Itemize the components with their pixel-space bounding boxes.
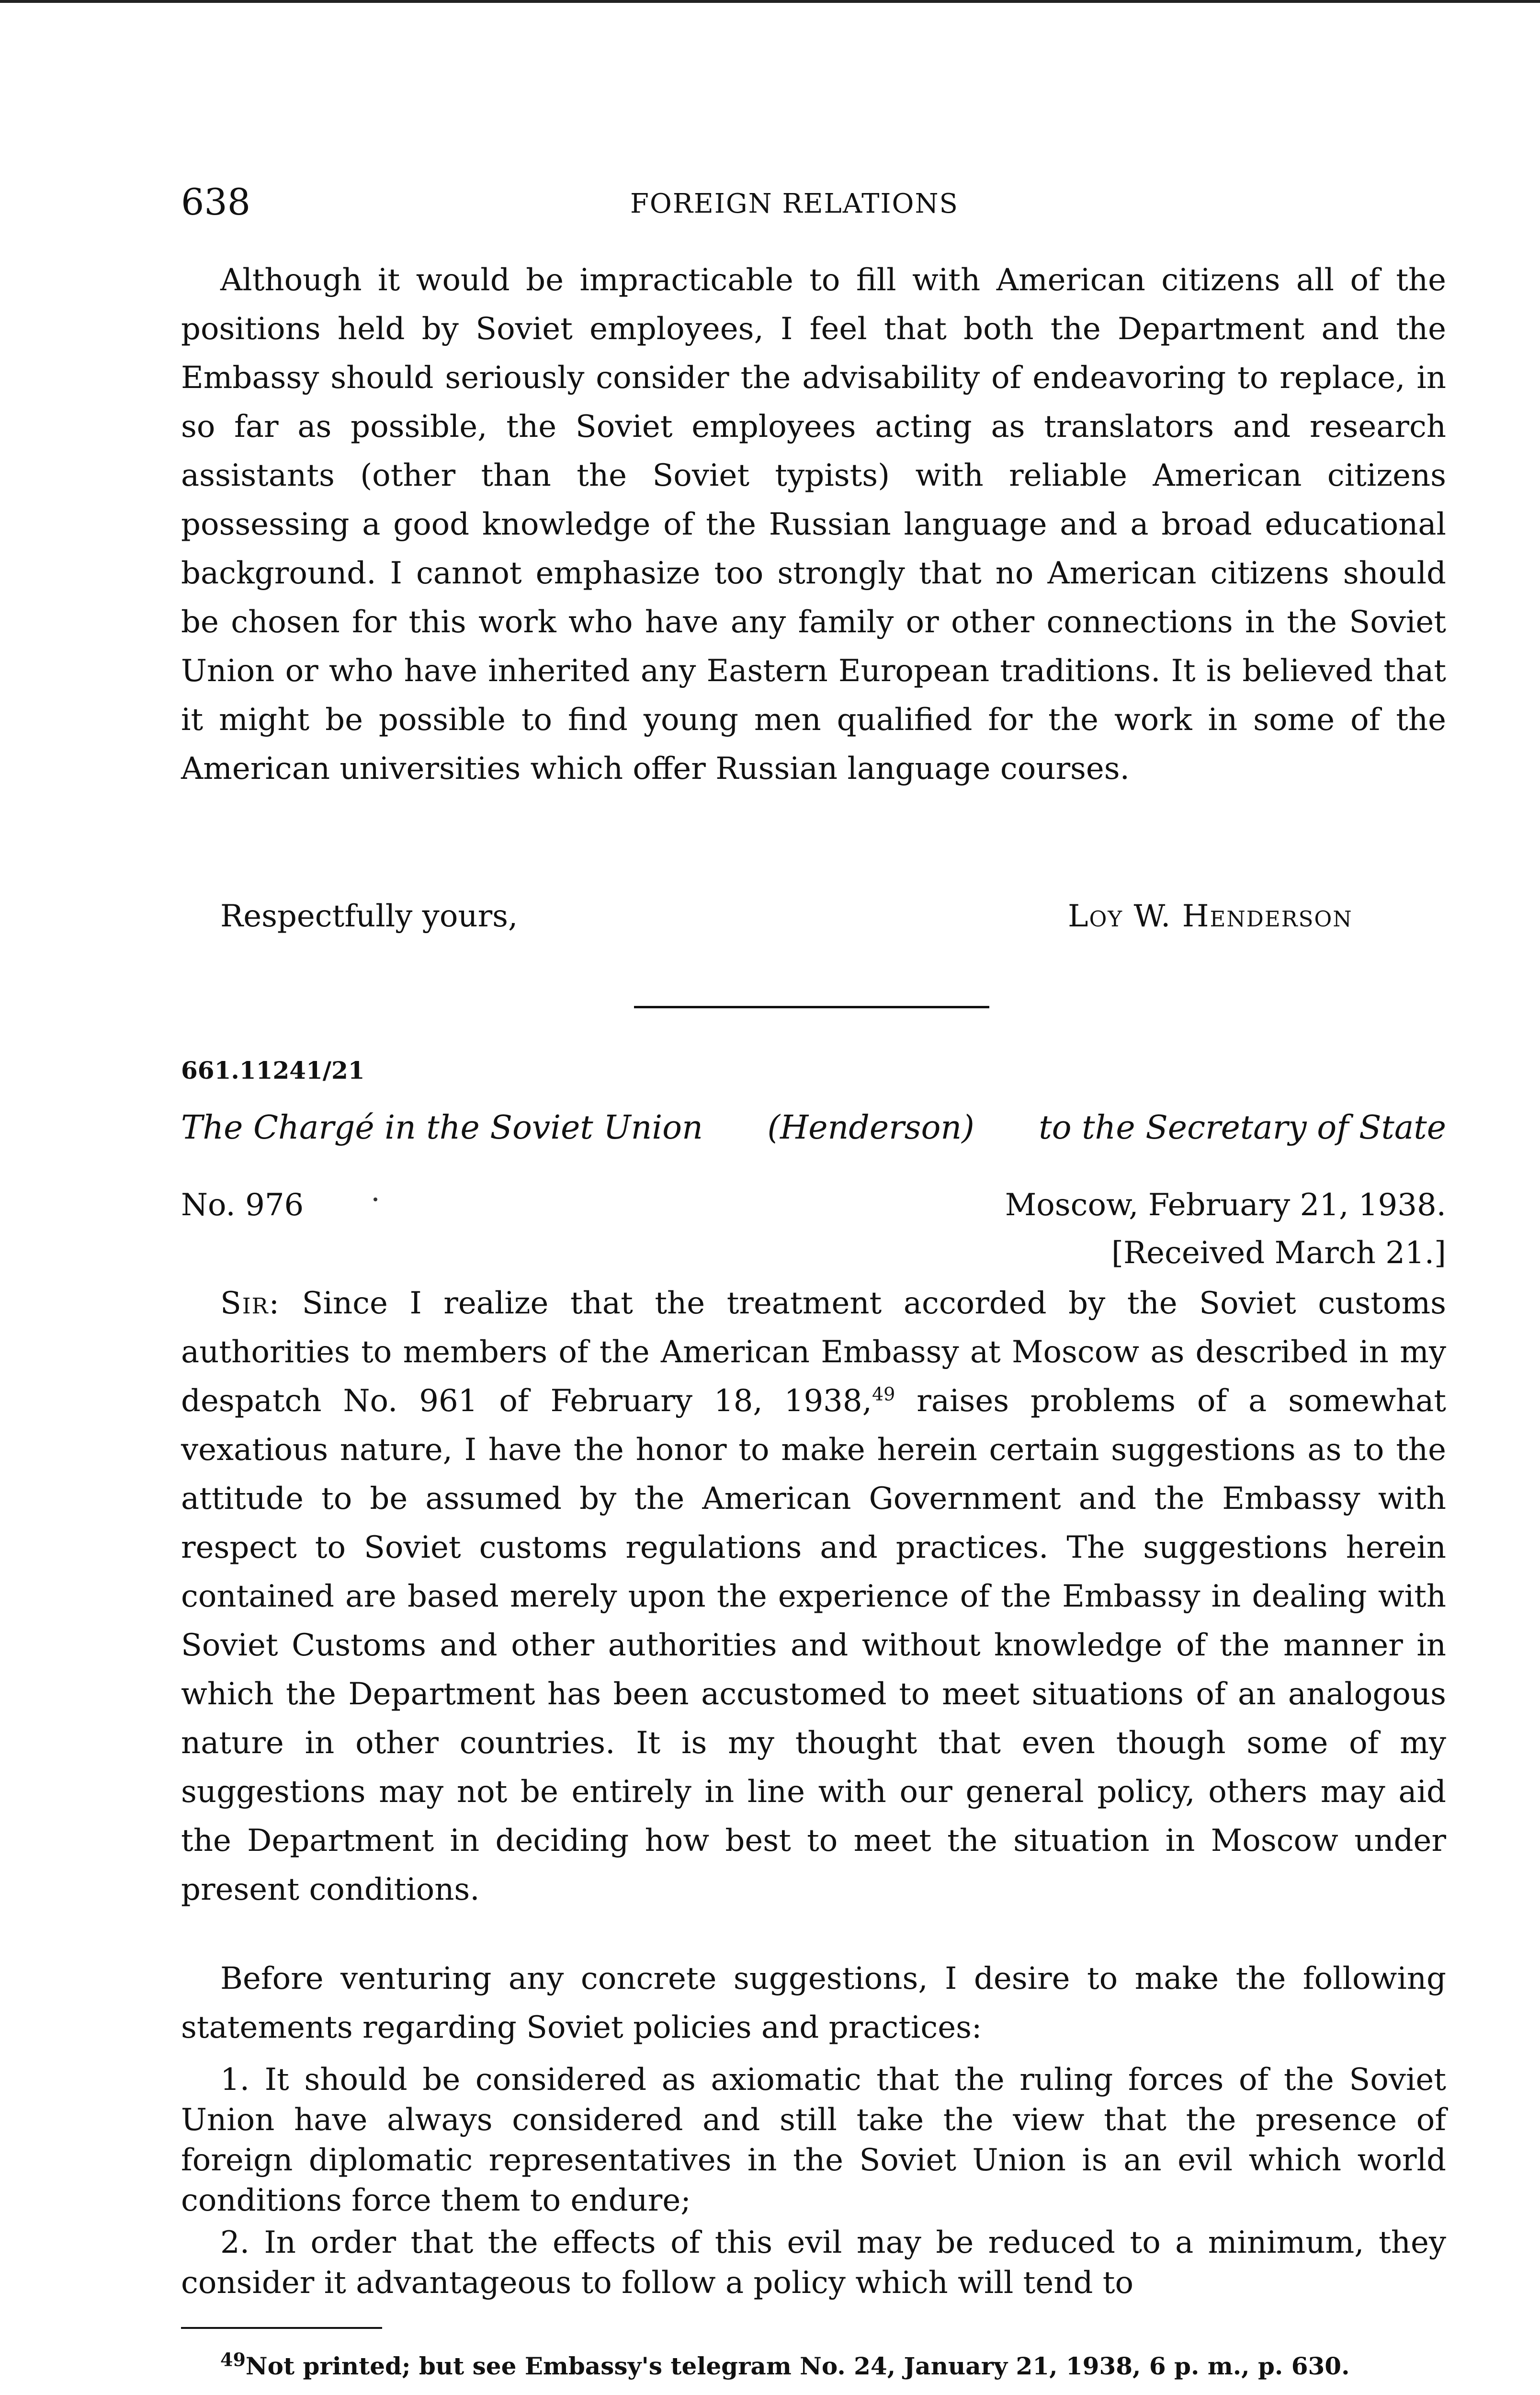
- section-divider: [634, 1006, 989, 1008]
- document-number: No. 976: [181, 1187, 304, 1223]
- paragraph-1-text-b: raises problems of a somewhat vexatious nature, I have the honor to make herein certain suggestions as to the attitude to be assumed by the American Government and the Embassy with respect to Soviet customs regulations and practices. The suggestions herein contained are based merely upon the experience of the Embassy in dealing with Soviet Customs and other authorities and without knowledge of the manner in which the Department has been accustomed to meet situations of an analogous nature in other countries. It is my thought that even though some of my suggestions may not be entirely in line with our general policy, others may aid the Department in deciding how best to meet the situation in Moscow under present conditions.: [181, 1383, 1447, 1907]
- page-number: 638: [181, 181, 251, 223]
- stray-mark: [374, 1198, 377, 1201]
- despatch-paragraph-1: [181, 1279, 1446, 1914]
- letter1-paragraph: Although it would be impracticable to fill with American citizens all of the positions held by Soviet employees, I feel that both the Department and the Embassy should seriously consider the advisability of endeavoring to replace, in so far as possible, the Soviet employees acting as translators and research assistants (other than the Soviet typists) with reliable American citizens possessing a good knowledge of the Russian language and a broad educational background. I cannot emphasize too strongly that no American citizens should be chosen for this work who have any family or other connections in the Soviet Union or who have inherited any Eastern European traditions. It is believed that it might be possible to find young men qualified for the work in some of the American universities which offer Russian language courses.: [181, 262, 1446, 787]
- received-date: [Received March 21.]: [1111, 1235, 1446, 1271]
- document-title-part1: The Chargé in the Soviet Union: [181, 1109, 703, 1147]
- letter1-closing: Respectfully yours,: [220, 899, 518, 934]
- footnote-rule: [181, 2327, 382, 2329]
- place-date: Moscow, February 21, 1938.: [1005, 1187, 1446, 1223]
- footnote-text: Not printed; but see Embassy's telegram No. 24, January 21, 1938, 6 p. m., p. 630.: [245, 2352, 1350, 2380]
- footnote: [181, 2349, 1446, 2383]
- despatch-paragraph-2: Before venturing any concrete suggestions, I desire to make the following statements regarding Soviet policies and practices:: [181, 1961, 1446, 2045]
- paragraph-1-text-a: Since I realize that the treatment accorded by the Soviet customs authorities to members of the American Embassy at Moscow as described in my despatch No. 961 of February 18, 1938,: [181, 1286, 1447, 1419]
- document-title-part2: to the Secretary of State: [1039, 1109, 1446, 1147]
- document-title: [181, 1104, 1446, 1152]
- file-number: 661.11241/21: [181, 1056, 365, 1084]
- running-title: FOREIGN RELATIONS: [630, 188, 959, 219]
- list-item-1: 1. It should be considered as axiomatic that the ruling forces of the Soviet Union have always considered and still take the view that the presence of foreign diplomatic representatives in the Soviet Union is an evil which world conditions force them to endure;: [181, 2062, 1446, 2218]
- list-item-2: 2. In order that the effects of this evil may be reduced to a minimum, they consider it advantageous to follow a policy which will tend to: [181, 2225, 1446, 2301]
- page-top-border: [0, 0, 1540, 3]
- footnote-marker: 49: [220, 2349, 246, 2371]
- letter1-signature: Loy W. Henderson: [1068, 899, 1353, 934]
- salutation: Sir:: [220, 1286, 281, 1321]
- footnote-ref-49: 49: [872, 1383, 895, 1405]
- document-title-name: (Henderson): [767, 1109, 974, 1147]
